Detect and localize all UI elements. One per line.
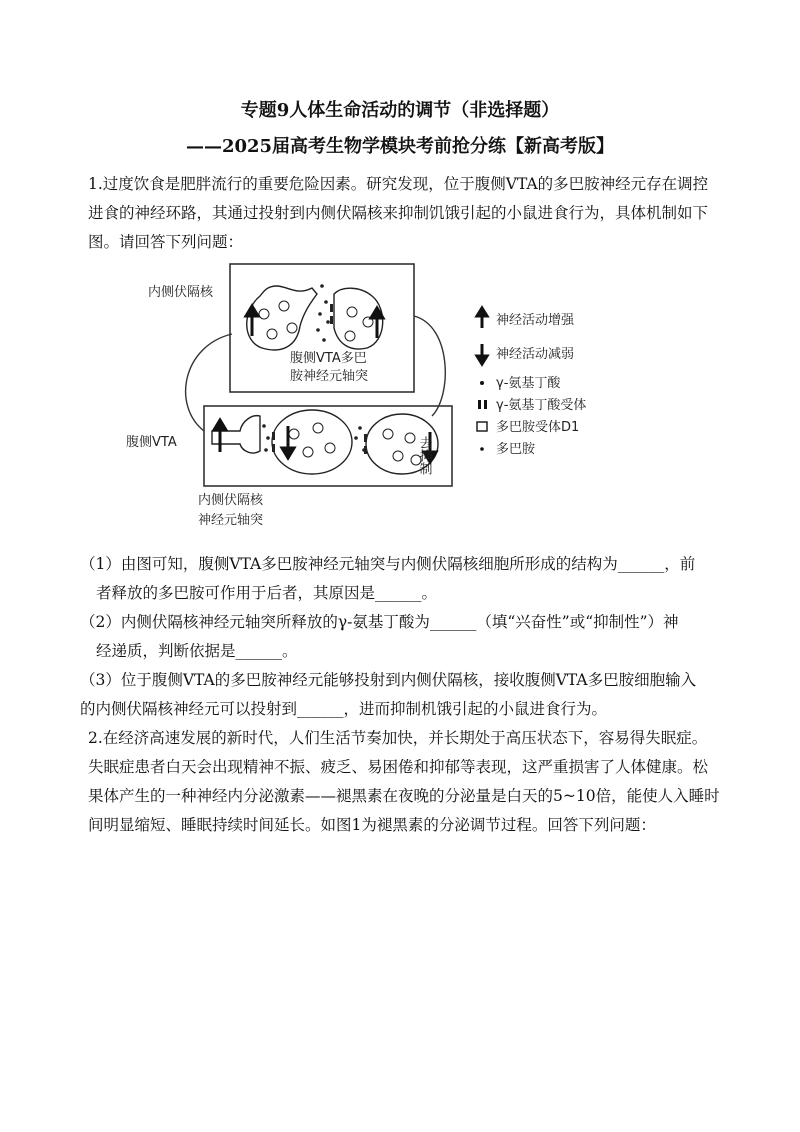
q1-sub2-line-1: （2）内侧伏隔核神经元轴突所释放的γ-氨基丁酸为______（填“兴奋性”或“抑制性”）神 — [80, 613, 679, 631]
label-nac-axon-2: 神经元轴突 — [198, 513, 264, 528]
q1-intro-line-3: 图。请回答下列问题： — [88, 233, 244, 251]
q1-sub3-line-2: 的内侧伏隔核神经元可以投射到______，进而抑制机饿引起的小鼠进食行为。 — [80, 700, 608, 718]
legend-d1-receptor: 多巴胺受体D1 — [496, 420, 580, 435]
nac-neuron-lower — [272, 410, 352, 474]
label-nac-axon-1: 内侧伏隔核 — [198, 493, 264, 508]
q2-line-4: 间明显缩短、睡眠持续时间延长。如图1为褪黑素的分泌调节过程。回答下列问题： — [88, 816, 656, 834]
legend-gaba: γ-氨基丁酸 — [496, 376, 561, 391]
label-vta-axon-2: 胺神经元轴突 — [290, 369, 369, 384]
legend — [477, 308, 586, 457]
legend-dopamine: 多巴胺 — [496, 442, 536, 457]
neural-circuit-figure — [112, 256, 632, 548]
q1-sub2-line-2: 经递质，判断依据是______。 — [96, 642, 298, 660]
legend-down: 神经活动减弱 — [496, 347, 575, 362]
q1-sub3-line-1: （3）位于腹侧VTA的多巴胺神经元能够投射到内侧伏隔核，接收腹侧VTA多巴胺细胞输入 — [80, 671, 697, 689]
q1-sub1-line-2: 者释放的多巴胺可作用于后者，其原因是______。 — [96, 584, 438, 602]
q2-line-2: 失眠症患者白天会出现精神不振、疲乏、易困倦和抑郁等表现，这严重损害了人体健康。松 — [88, 758, 709, 776]
q2-line-3: 果体产生的一种神经内分泌激素——褪黑素在夜晚的分泌量是白天的5~10倍，能使人入睡时 — [88, 787, 720, 805]
label-nucleus-accumbens: 内侧伏隔核 — [148, 285, 214, 300]
projection-curve-left — [186, 334, 232, 431]
label-vta-axon-1: 腹侧VTA多巴 — [290, 351, 367, 366]
q1-intro-line-2: 进食的神经环路，其通过投射到内侧伏隔核来抑制饥饿引起的小鼠进食行为，具体机制如下 — [88, 204, 709, 222]
legend-gaba-receptor: γ-氨基丁酸受体 — [496, 398, 587, 413]
presynaptic-cell-upper — [247, 286, 317, 350]
legend-up: 神经活动增强 — [496, 313, 575, 328]
q2-line-1: 2.在经济高速发展的新时代，人们生活节奏加快，并长期处于高压状态下，容易得失眠症。 — [88, 729, 708, 747]
label-vta: 腹侧VTA — [126, 435, 177, 450]
label-disinhibit: 去抑制 — [416, 436, 432, 475]
page-subtitle: ——2025届高考生物学模块考前抢分练【新高考版】 — [185, 136, 615, 157]
projection-curve-right — [414, 316, 445, 416]
q1-sub1-line-1: （1）由图可知，腹侧VTA多巴胺神经元轴突与内侧伏隔核细胞所形成的结构为______，前 — [80, 555, 696, 573]
page-title: 专题9人体生命活动的调节（非选择题） — [240, 100, 560, 121]
q1-intro-line-1: 1.过度饮食是肥胖流行的重要危险因素。研究发现，位于腹侧VTA的多巴胺神经元存在调控 — [88, 175, 709, 193]
